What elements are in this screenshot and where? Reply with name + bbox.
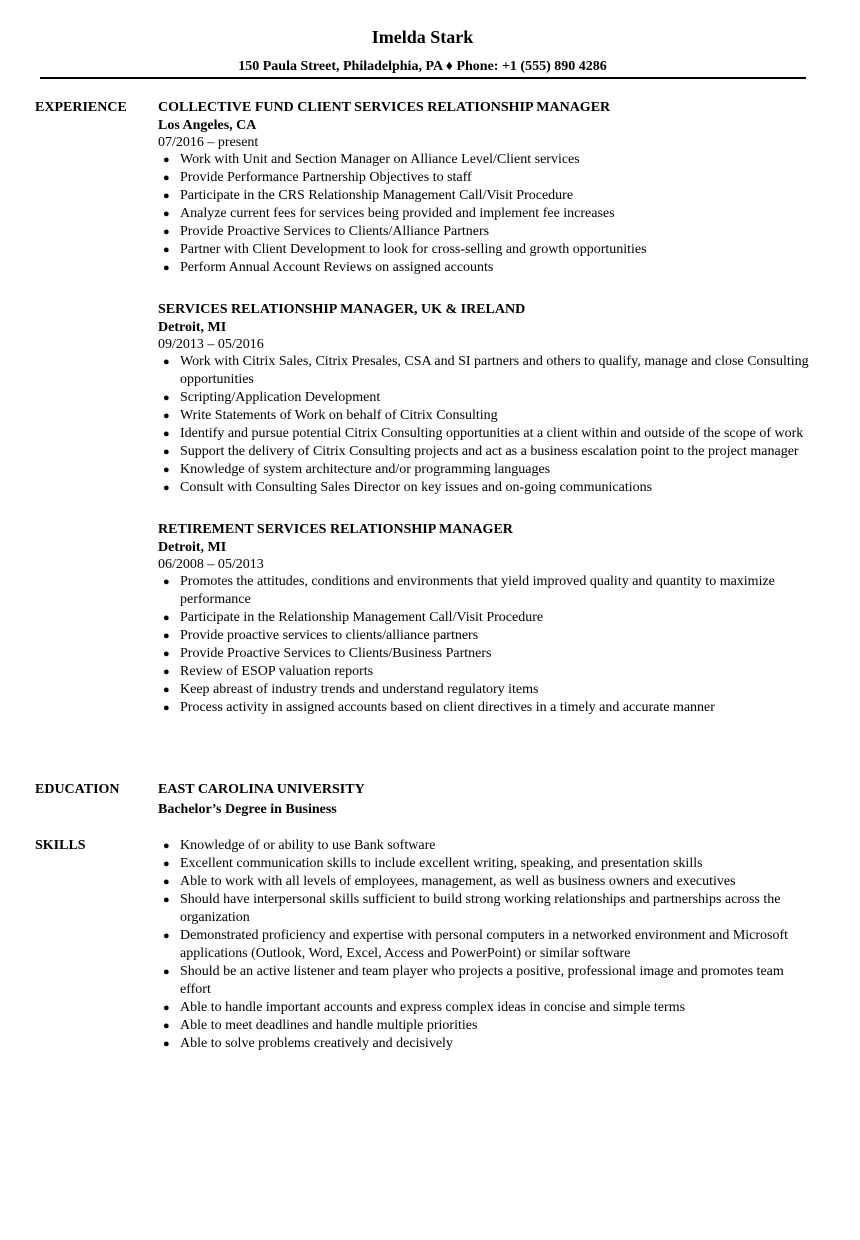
- job-bullet-text: Process activity in assigned accounts based on client directives in a timely and accurate manner: [180, 700, 715, 715]
- job-bullet: [158, 241, 813, 259]
- education-body: [158, 781, 813, 821]
- job-bullet: [158, 389, 813, 407]
- bullet-dot-icon: ●: [163, 930, 170, 942]
- skill-item: [158, 1035, 813, 1053]
- bullet-dot-icon: ●: [163, 410, 170, 422]
- job-bullet: [158, 461, 813, 479]
- skill-text: Able to work with all levels of employees, management, as well as business owners and executives: [180, 874, 736, 889]
- skill-text: Should be an active listener and team player who projects a positive, professional image and promotes team effort: [180, 964, 784, 997]
- contact-line: 150 Paula Street, Philadelphia, PA ♦ Phone: +1 (555) 890 4286: [238, 59, 607, 74]
- bullet-dot-icon: ●: [163, 190, 170, 202]
- skill-item: [158, 1017, 813, 1035]
- job-bullet-text: Identify and pursue potential Citrix Consulting opportunities at a client within and outside of the scope of work: [180, 426, 804, 441]
- skill-item: [158, 891, 813, 927]
- bullet-dot-icon: ●: [163, 482, 170, 494]
- experience-body: [158, 99, 813, 741]
- bullet-dot-icon: ●: [163, 428, 170, 440]
- school-name: EAST CAROLINA UNIVERSITY: [158, 782, 365, 797]
- job-dates: 07/2016 – present: [158, 135, 259, 150]
- job-bullet: [158, 223, 813, 241]
- job-bullet: [158, 259, 813, 277]
- job-bullet-text: Knowledge of system architecture and/or programming languages: [180, 462, 551, 477]
- bullet-dot-icon: ●: [163, 894, 170, 906]
- bullet-dot-icon: ●: [163, 666, 170, 678]
- bullet-dot-icon: ●: [163, 1002, 170, 1014]
- bullet-dot-icon: ●: [163, 464, 170, 476]
- job-location: Los Angeles, CA: [158, 118, 257, 133]
- bullet-dot-icon: ●: [163, 446, 170, 458]
- header-divider: [40, 77, 806, 79]
- skill-text: Able to solve problems creatively and decisively: [180, 1036, 453, 1051]
- job-bullet-text: Work with Citrix Sales, Citrix Presales, CSA and SI partners and others to qualify, manage and close Consulting opportunities: [180, 354, 809, 387]
- skill-text: Demonstrated proficiency and expertise with personal computers in a networked environment and Microsoft applications (Outlook, Word, Excel, Access and PowerPoint) or similar software: [180, 928, 789, 961]
- candidate-name: Imelda Stark: [371, 27, 474, 47]
- job-bullet-text: Partner with Client Development to look for cross-selling and growth opportunities: [180, 242, 647, 257]
- skill-item: [158, 837, 813, 855]
- bullet-dot-icon: ●: [163, 630, 170, 642]
- job-bullet: [158, 425, 813, 443]
- bullet-dot-icon: ●: [163, 1038, 170, 1050]
- job-bullet: [158, 353, 813, 389]
- job-bullet-text: Participate in the CRS Relationship Management Call/Visit Procedure: [180, 188, 574, 203]
- bullet-dot-icon: ●: [163, 392, 170, 404]
- job-bullet: [158, 699, 813, 717]
- job-bullet: [158, 663, 813, 681]
- bullet-dot-icon: ●: [163, 208, 170, 220]
- job-entry: [158, 99, 813, 277]
- skills-heading: SKILLS: [35, 838, 86, 853]
- skill-text: Able to handle important accounts and express complex ideas in concise and simple terms: [180, 1000, 686, 1015]
- skill-item: [158, 855, 813, 873]
- job-bullet: [158, 645, 813, 663]
- job-bullet-text: Support the delivery of Citrix Consulting projects and act as a business escalation point to the project manager: [180, 444, 799, 459]
- job-bullet-text: Scripting/Application Development: [180, 390, 381, 405]
- job-bullet-text: Review of ESOP valuation reports: [180, 664, 374, 679]
- bullet-dot-icon: ●: [163, 244, 170, 256]
- job-bullet-text: Perform Annual Account Reviews on assigned accounts: [180, 260, 494, 275]
- skill-text: Able to meet deadlines and handle multiple priorities: [180, 1018, 478, 1033]
- skill-item: [158, 963, 813, 999]
- job-bullet: [158, 169, 813, 187]
- bullet-dot-icon: ●: [163, 840, 170, 852]
- skill-text: Excellent communication skills to include excellent writing, speaking, and presentation skills: [180, 856, 703, 871]
- job-title: COLLECTIVE FUND CLIENT SERVICES RELATIONSHIP MANAGER: [158, 100, 611, 115]
- bullet-dot-icon: ●: [163, 226, 170, 238]
- job-entry: [158, 521, 813, 717]
- education-heading: EDUCATION: [35, 782, 120, 797]
- job-title: RETIREMENT SERVICES RELATIONSHIP MANAGER: [158, 522, 513, 537]
- job-bullet: [158, 627, 813, 645]
- experience-heading: EXPERIENCE: [35, 100, 127, 115]
- job-bullet-text: Keep abreast of industry trends and understand regulatory items: [180, 682, 539, 697]
- bullet-dot-icon: ●: [163, 858, 170, 870]
- job-bullet-text: Provide proactive services to clients/alliance partners: [180, 628, 479, 643]
- job-bullet: [158, 407, 813, 425]
- job-bullet-text: Provide Proactive Services to Clients/Alliance Partners: [180, 224, 490, 239]
- job-bullet-text: Analyze current fees for services being provided and implement fee increases: [180, 206, 615, 221]
- job-dates: 06/2008 – 05/2013: [158, 557, 264, 572]
- job-bullet-text: Promotes the attitudes, conditions and environments that yield improved quality and quantity to maximize performance: [180, 574, 775, 607]
- bullet-dot-icon: ●: [163, 684, 170, 696]
- job-bullet-text: Write Statements of Work on behalf of Citrix Consulting: [180, 408, 498, 423]
- skill-item: [158, 999, 813, 1017]
- bullet-dot-icon: ●: [163, 876, 170, 888]
- job-location: Detroit, MI: [158, 540, 227, 555]
- job-bullet: [158, 573, 813, 609]
- bullet-dot-icon: ●: [163, 154, 170, 166]
- job-bullet-text: Provide Proactive Services to Clients/Business Partners: [180, 646, 492, 661]
- skill-text: Should have interpersonal skills sufficient to build strong working relationships and partnerships across the organization: [180, 892, 781, 925]
- job-bullet: [158, 609, 813, 627]
- bullet-dot-icon: ●: [163, 262, 170, 274]
- job-bullet: [158, 187, 813, 205]
- skill-item: [158, 927, 813, 963]
- bullet-dot-icon: ●: [163, 648, 170, 660]
- skill-item: [158, 873, 813, 891]
- skill-text: Knowledge of or ability to use Bank software: [180, 838, 436, 853]
- bullet-dot-icon: ●: [163, 966, 170, 978]
- job-title: SERVICES RELATIONSHIP MANAGER, UK & IRELAND: [158, 302, 526, 317]
- job-bullet: [158, 681, 813, 699]
- job-bullet-text: Provide Performance Partnership Objectives to staff: [180, 170, 472, 185]
- skills-bullets: [158, 837, 813, 1053]
- bullet-dot-icon: ●: [163, 612, 170, 624]
- job-bullets: [158, 573, 813, 717]
- job-location: Detroit, MI: [158, 320, 227, 335]
- bullet-dot-icon: ●: [163, 1020, 170, 1032]
- degree-name: Bachelor’s Degree in Business: [158, 802, 337, 817]
- job-bullet: [158, 151, 813, 169]
- job-bullets: [158, 151, 813, 277]
- job-bullet: [158, 479, 813, 497]
- job-bullet: [158, 443, 813, 461]
- job-bullet: [158, 205, 813, 223]
- job-entry: [158, 301, 813, 497]
- bullet-dot-icon: ●: [163, 356, 170, 368]
- bullet-dot-icon: ●: [163, 702, 170, 714]
- job-dates: 09/2013 – 05/2016: [158, 337, 264, 352]
- job-bullets: [158, 353, 813, 497]
- bullet-dot-icon: ●: [163, 172, 170, 184]
- job-bullet-text: Consult with Consulting Sales Director on key issues and on-going communications: [180, 480, 653, 495]
- job-bullet-text: Work with Unit and Section Manager on Alliance Level/Client services: [180, 152, 580, 167]
- skills-body: [158, 837, 813, 1053]
- job-bullet-text: Participate in the Relationship Management Call/Visit Procedure: [180, 610, 544, 625]
- bullet-dot-icon: ●: [163, 576, 170, 588]
